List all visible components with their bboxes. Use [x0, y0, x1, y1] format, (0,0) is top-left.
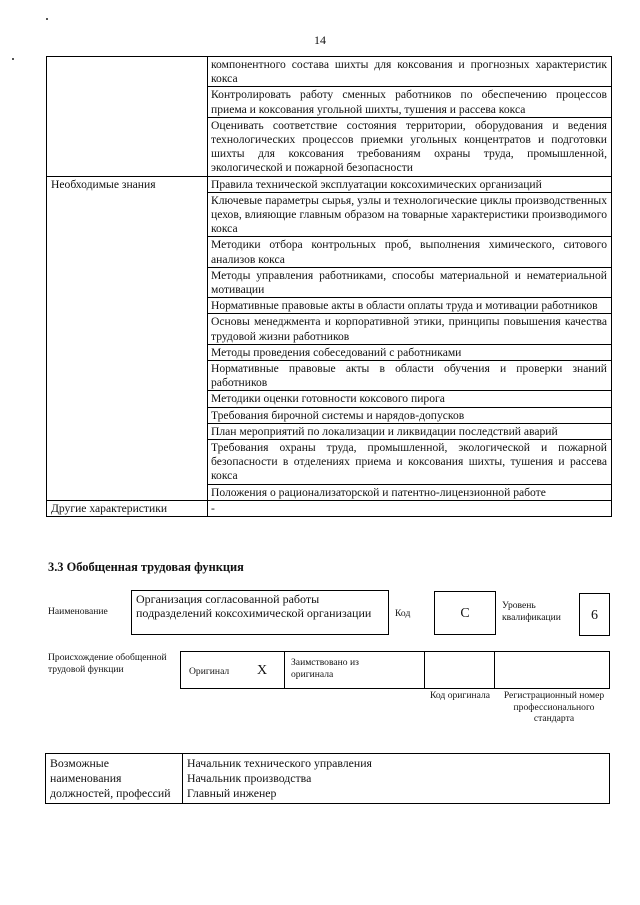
table-cell: Нормативные правовые акты в области обучения и проверки знаний работников: [208, 361, 612, 391]
list-item: Главный инженер: [187, 786, 277, 800]
scan-dot: [46, 18, 48, 20]
table-row: [47, 500, 612, 516]
table-row: [46, 754, 610, 804]
origin-label: Происхождение обобщенной трудовой функции: [48, 652, 167, 675]
list-item: Начальник технического управления: [187, 756, 372, 770]
divider: [424, 652, 425, 688]
knowledge-label: Необходимые знания: [47, 176, 208, 500]
original-label: Оригинал: [189, 666, 230, 677]
table-cell: компонентного состава шихты для коксования и прогнозных характеристик кокса: [208, 57, 612, 87]
list-item: Начальник производства: [187, 771, 312, 785]
table-cell: Методики оценки готовности коксового пирога: [208, 391, 612, 407]
code-value: C: [434, 591, 496, 635]
table-cell: Положения о рационализаторской и патентно-лицензионной работе: [208, 484, 612, 500]
table-cell: Ключевые параметры сырья, узлы и технологические циклы производственных цехов, влияющие главным образом на товарные характеристики производимого кокса: [208, 192, 612, 237]
level-value: 6: [579, 593, 610, 636]
other-label: Другие характеристики: [47, 500, 208, 516]
section-title: 3.3 Обобщенная трудовая функция: [48, 560, 244, 574]
positions-list: [183, 754, 610, 804]
page-number: 14: [314, 33, 326, 47]
divider: [284, 652, 285, 688]
origin-table: [180, 651, 610, 689]
other-value: -: [208, 500, 612, 516]
table-cell: Методы проведения собеседований с работниками: [208, 344, 612, 360]
level-label: Уровень квалификации: [502, 600, 561, 623]
borrowed-label: Заимствовано из оригинала: [291, 657, 359, 680]
table-cell: План мероприятий по локализации и ликвидации последствий аварий: [208, 423, 612, 439]
name-label: Наименование: [48, 606, 108, 617]
table-row: [47, 57, 612, 87]
table-cell: Методы управления работниками, способы материальной и нематериальной мотивации: [208, 267, 612, 297]
table-cell: Требования бирочной системы и нарядов-допусков: [208, 407, 612, 423]
table-cell: Контролировать работу сменных работников по обеспечению процессов приема и коксования угольной шихты, тушения и рассева кокса: [208, 87, 612, 117]
positions-label: Возможные наименования должностей, профессий: [46, 754, 183, 804]
code-original-caption: Код оригинала: [429, 690, 491, 701]
table-cell: Методики отбора контрольных проб, выполнения химического, ситового анализов кокса: [208, 237, 612, 267]
table-cell: Нормативные правовые акты в области оплаты труда и мотивации работников: [208, 298, 612, 314]
positions-table: [45, 753, 610, 804]
table-cell: Оценивать соответствие состояния территории, оборудования и ведения технологических процессов приемки угольных концентратов и подготовки шихты для коксования требованиям охраны труда, промышленной, экологической и пожарной безопасности: [208, 117, 612, 176]
table-row: [47, 176, 612, 192]
table-cell: Требования охраны труда, промышленной, экологической и пожарной безопасности в отделениях приема и коксования шихты, тушения и рассева кокса: [208, 440, 612, 485]
name-value: Организация согласованной работы подразделений коксохимической организации: [131, 590, 389, 635]
scan-dot: [12, 58, 14, 60]
divider: [494, 652, 495, 688]
table-cell: Основы менеджмента и корпоративной этики, принципы повышения качества трудовой жизни работников: [208, 314, 612, 344]
code-label: Код: [395, 608, 411, 619]
table-cell: Правила технической эксплуатации коксохимических организаций: [208, 176, 612, 192]
reg-number-caption: Регистрационный номер профессионального стандарта: [503, 690, 605, 724]
skills-knowledge-table: [46, 56, 612, 517]
empty-label-cell: [47, 57, 208, 177]
original-mark: X: [257, 663, 268, 678]
